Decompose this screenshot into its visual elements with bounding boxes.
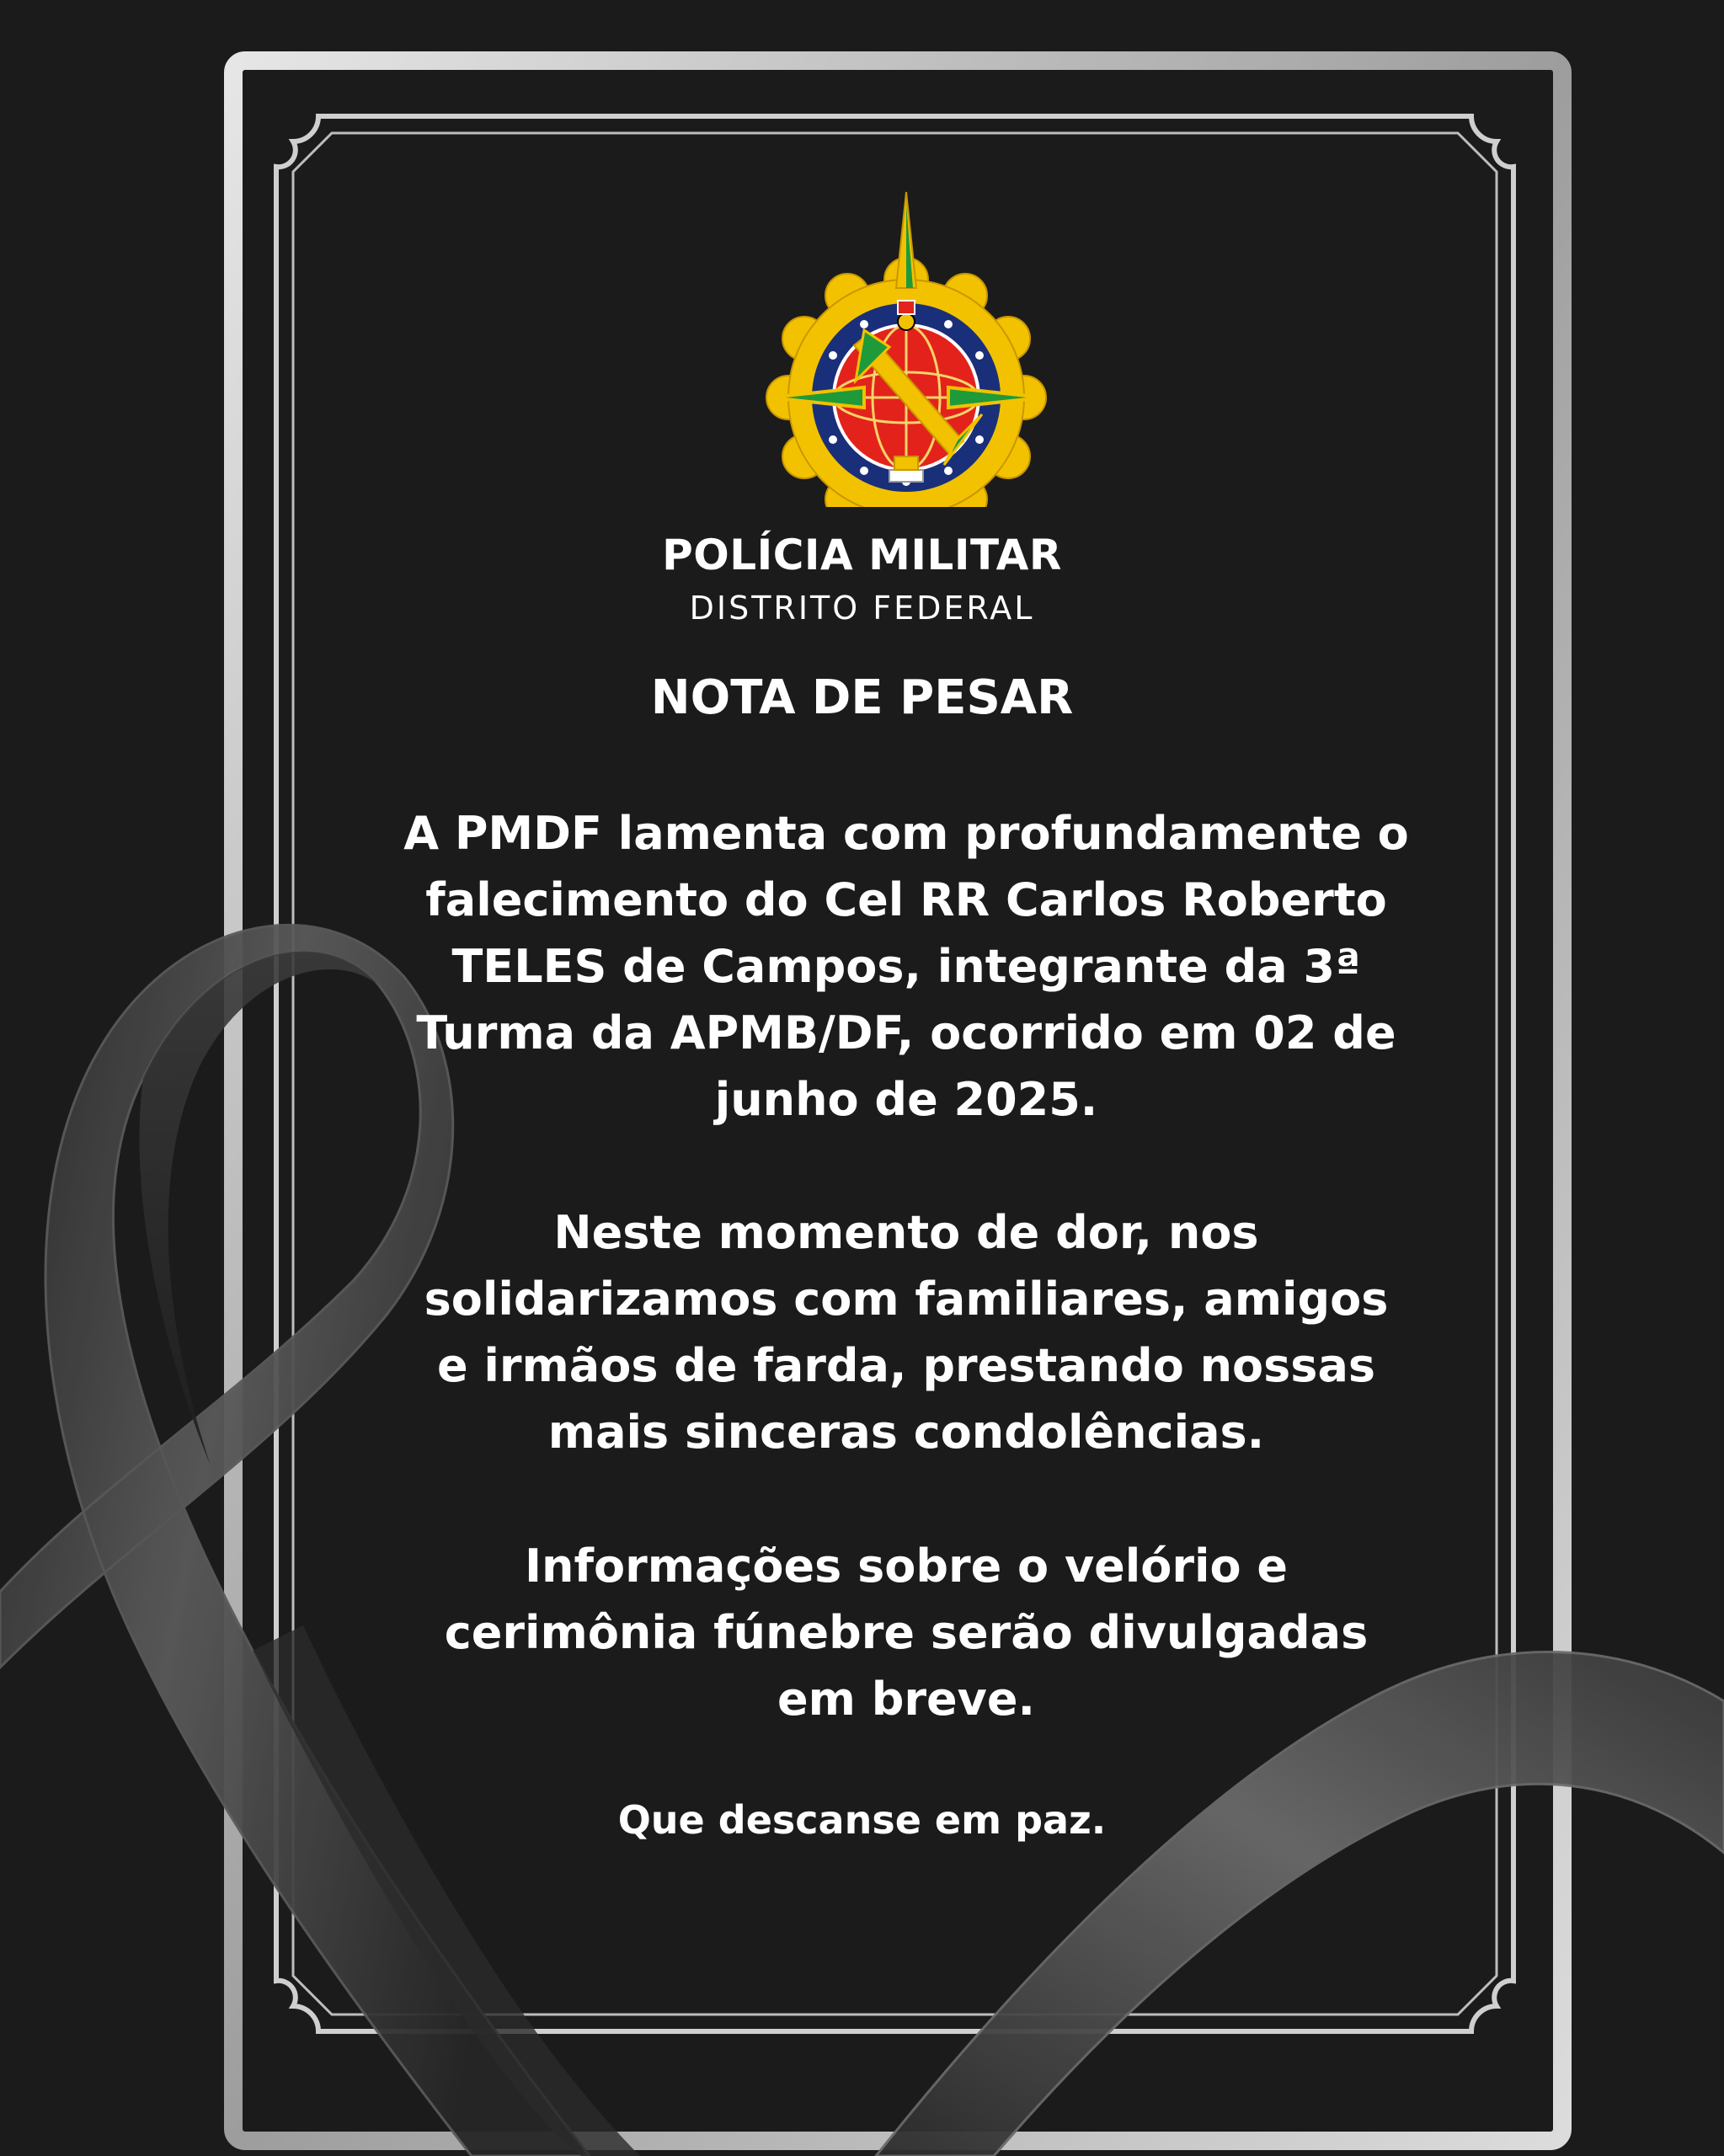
notice-paragraph-1: A PMDF lamenta com profundamente o falecimento do Cel RR Carlos Roberto TELES de Campos, integrante da 3ª Turma da APMB/DF, ocorrido em 02 de junho de 2025. [403, 807, 1409, 1126]
org-region: DISTRITO FEDERAL [689, 590, 1035, 627]
closing-line: Que descanse em paz. [617, 1797, 1107, 1843]
pmdf-coat-of-arms-icon [763, 187, 1049, 507]
notice-title: NOTA DE PESAR [650, 670, 1074, 725]
org-name: POLÍCIA MILITAR [662, 531, 1062, 579]
notice-paragraph-3: Informações sobre o velório e cerimônia fúnebre serão divulgadas em breve. [444, 1540, 1369, 1726]
notice-paragraph-2: Neste momento de dor, nos solidarizamos com familiares, amigos e irmãos de farda, prestando nossas mais sinceras condolências. [424, 1206, 1389, 1459]
